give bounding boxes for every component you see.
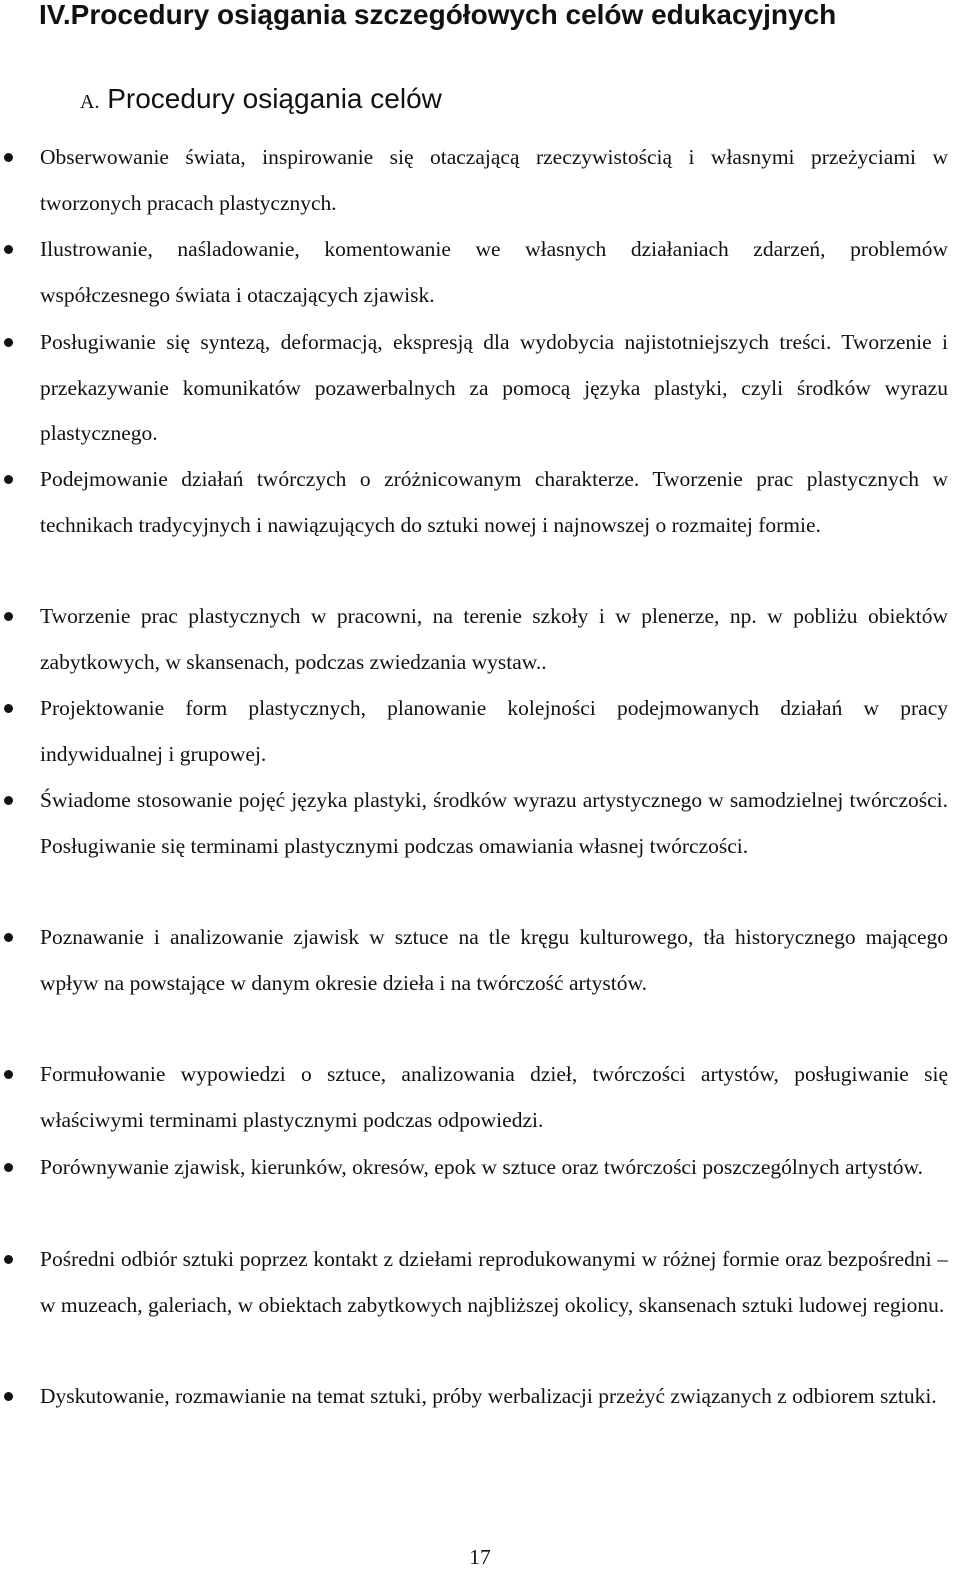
- bullet-icon: [4, 704, 13, 713]
- list-item-text: Dyskutowanie, rozmawianie na temat sztuki, próby werbalizacji przeżyć związanych z odbiorem sztuki.: [40, 1384, 937, 1408]
- list-item-text: Świadome stosowanie pojęć języka plastyki, środków wyrazu artystycznego w samodzielnej twórczości. Posługiwanie się terminami plastycznymi podczas omawiania własnej twórczości.: [40, 788, 948, 858]
- list-item-text: Posługiwanie się syntezą, deformacją, ekspresją dla wydobycia najistotniejszych treści. Tworzenie i przekazywanie komunikatów pozawerbalnych za pomocą języka plastyki, czyli środków wyrazu plastycznego.: [40, 330, 948, 446]
- list-item-text: Poznawanie i analizowanie zjawisk w sztuce na tle kręgu kulturowego, tła historycznego mającego wpływ na powstające w danym okresie dzieła i na twórczość artystów.: [40, 925, 948, 995]
- list-item: [40, 1052, 948, 1143]
- list-item: [40, 320, 948, 457]
- bullet-icon: [4, 475, 13, 484]
- bullet-icon: [4, 796, 13, 805]
- bullet-icon: [4, 933, 13, 942]
- bullet-icon: [4, 245, 13, 254]
- section-number: IV.: [39, 0, 71, 30]
- page-number: 17: [469, 1545, 491, 1569]
- bullet-icon: [4, 1392, 13, 1401]
- list-item: [40, 1237, 948, 1328]
- list-item: [40, 1374, 948, 1420]
- list-item-text: Tworzenie prac plastycznych w pracowni, na terenie szkoły i w plenerze, np. w pobliżu obiektów zabytkowych, w skansenach, podczas zwiedzania wystaw..: [40, 604, 948, 674]
- list-item: [40, 594, 948, 685]
- section-title: Procedury osiągania szczegółowych celów edukacyjnych: [70, 0, 837, 30]
- subsection-letter: A.: [80, 91, 100, 113]
- list-item-text: Podejmowanie działań twórczych o zróżnicowanym charakterze. Tworzenie prac plastycznych w technikach tradycyjnych i nawiązujących do sztuki nowej i najnowszej o rozmaitej formie.: [40, 467, 948, 537]
- list-item: [40, 457, 948, 548]
- bullet-icon: [4, 338, 13, 347]
- list-item: [40, 915, 948, 1006]
- subsection-title: Procedury osiągania celów: [107, 83, 442, 114]
- list-item-text: Formułowanie wypowiedzi o sztuce, analizowania dzieł, twórczości artystów, posługiwanie się właściwymi terminami plastycznymi podczas odpowiedzi.: [40, 1062, 948, 1132]
- list-item: [40, 227, 948, 318]
- bullet-icon: [4, 1070, 13, 1079]
- list-item: [40, 135, 948, 226]
- list-item: [40, 686, 948, 777]
- subsection-heading: [80, 82, 442, 119]
- list-item-text: Ilustrowanie, naśladowanie, komentowanie we własnych działaniach zdarzeń, problemów współczesnego świata i otaczających zjawisk.: [40, 237, 948, 307]
- bullet-icon: [4, 1255, 13, 1264]
- bullet-icon: [4, 1163, 13, 1172]
- list-item: [40, 1145, 948, 1191]
- list-item: [40, 778, 948, 869]
- list-item-text: Obserwowanie świata, inspirowanie się otaczającą rzeczywistością i własnymi przeżyciami w tworzonych pracach plastycznych.: [40, 145, 948, 215]
- section-heading: [39, 0, 836, 32]
- list-item-text: Pośredni odbiór sztuki poprzez kontakt z dziełami reprodukowanymi w różnej formie oraz bezpośredni – w muzeach, galeriach, w obiektach zabytkowych najbliższej okolicy, skansenach sztuki ludowej regionu.: [40, 1247, 948, 1317]
- list-item-text: Projektowanie form plastycznych, planowanie kolejności podejmowanych działań w pracy indywidualnej i grupowej.: [40, 696, 948, 766]
- list-item-text: Porównywanie zjawisk, kierunków, okresów, epok w sztuce oraz twórczości poszczególnych artystów.: [40, 1155, 924, 1179]
- bullet-icon: [4, 153, 13, 162]
- bullet-icon: [4, 612, 13, 621]
